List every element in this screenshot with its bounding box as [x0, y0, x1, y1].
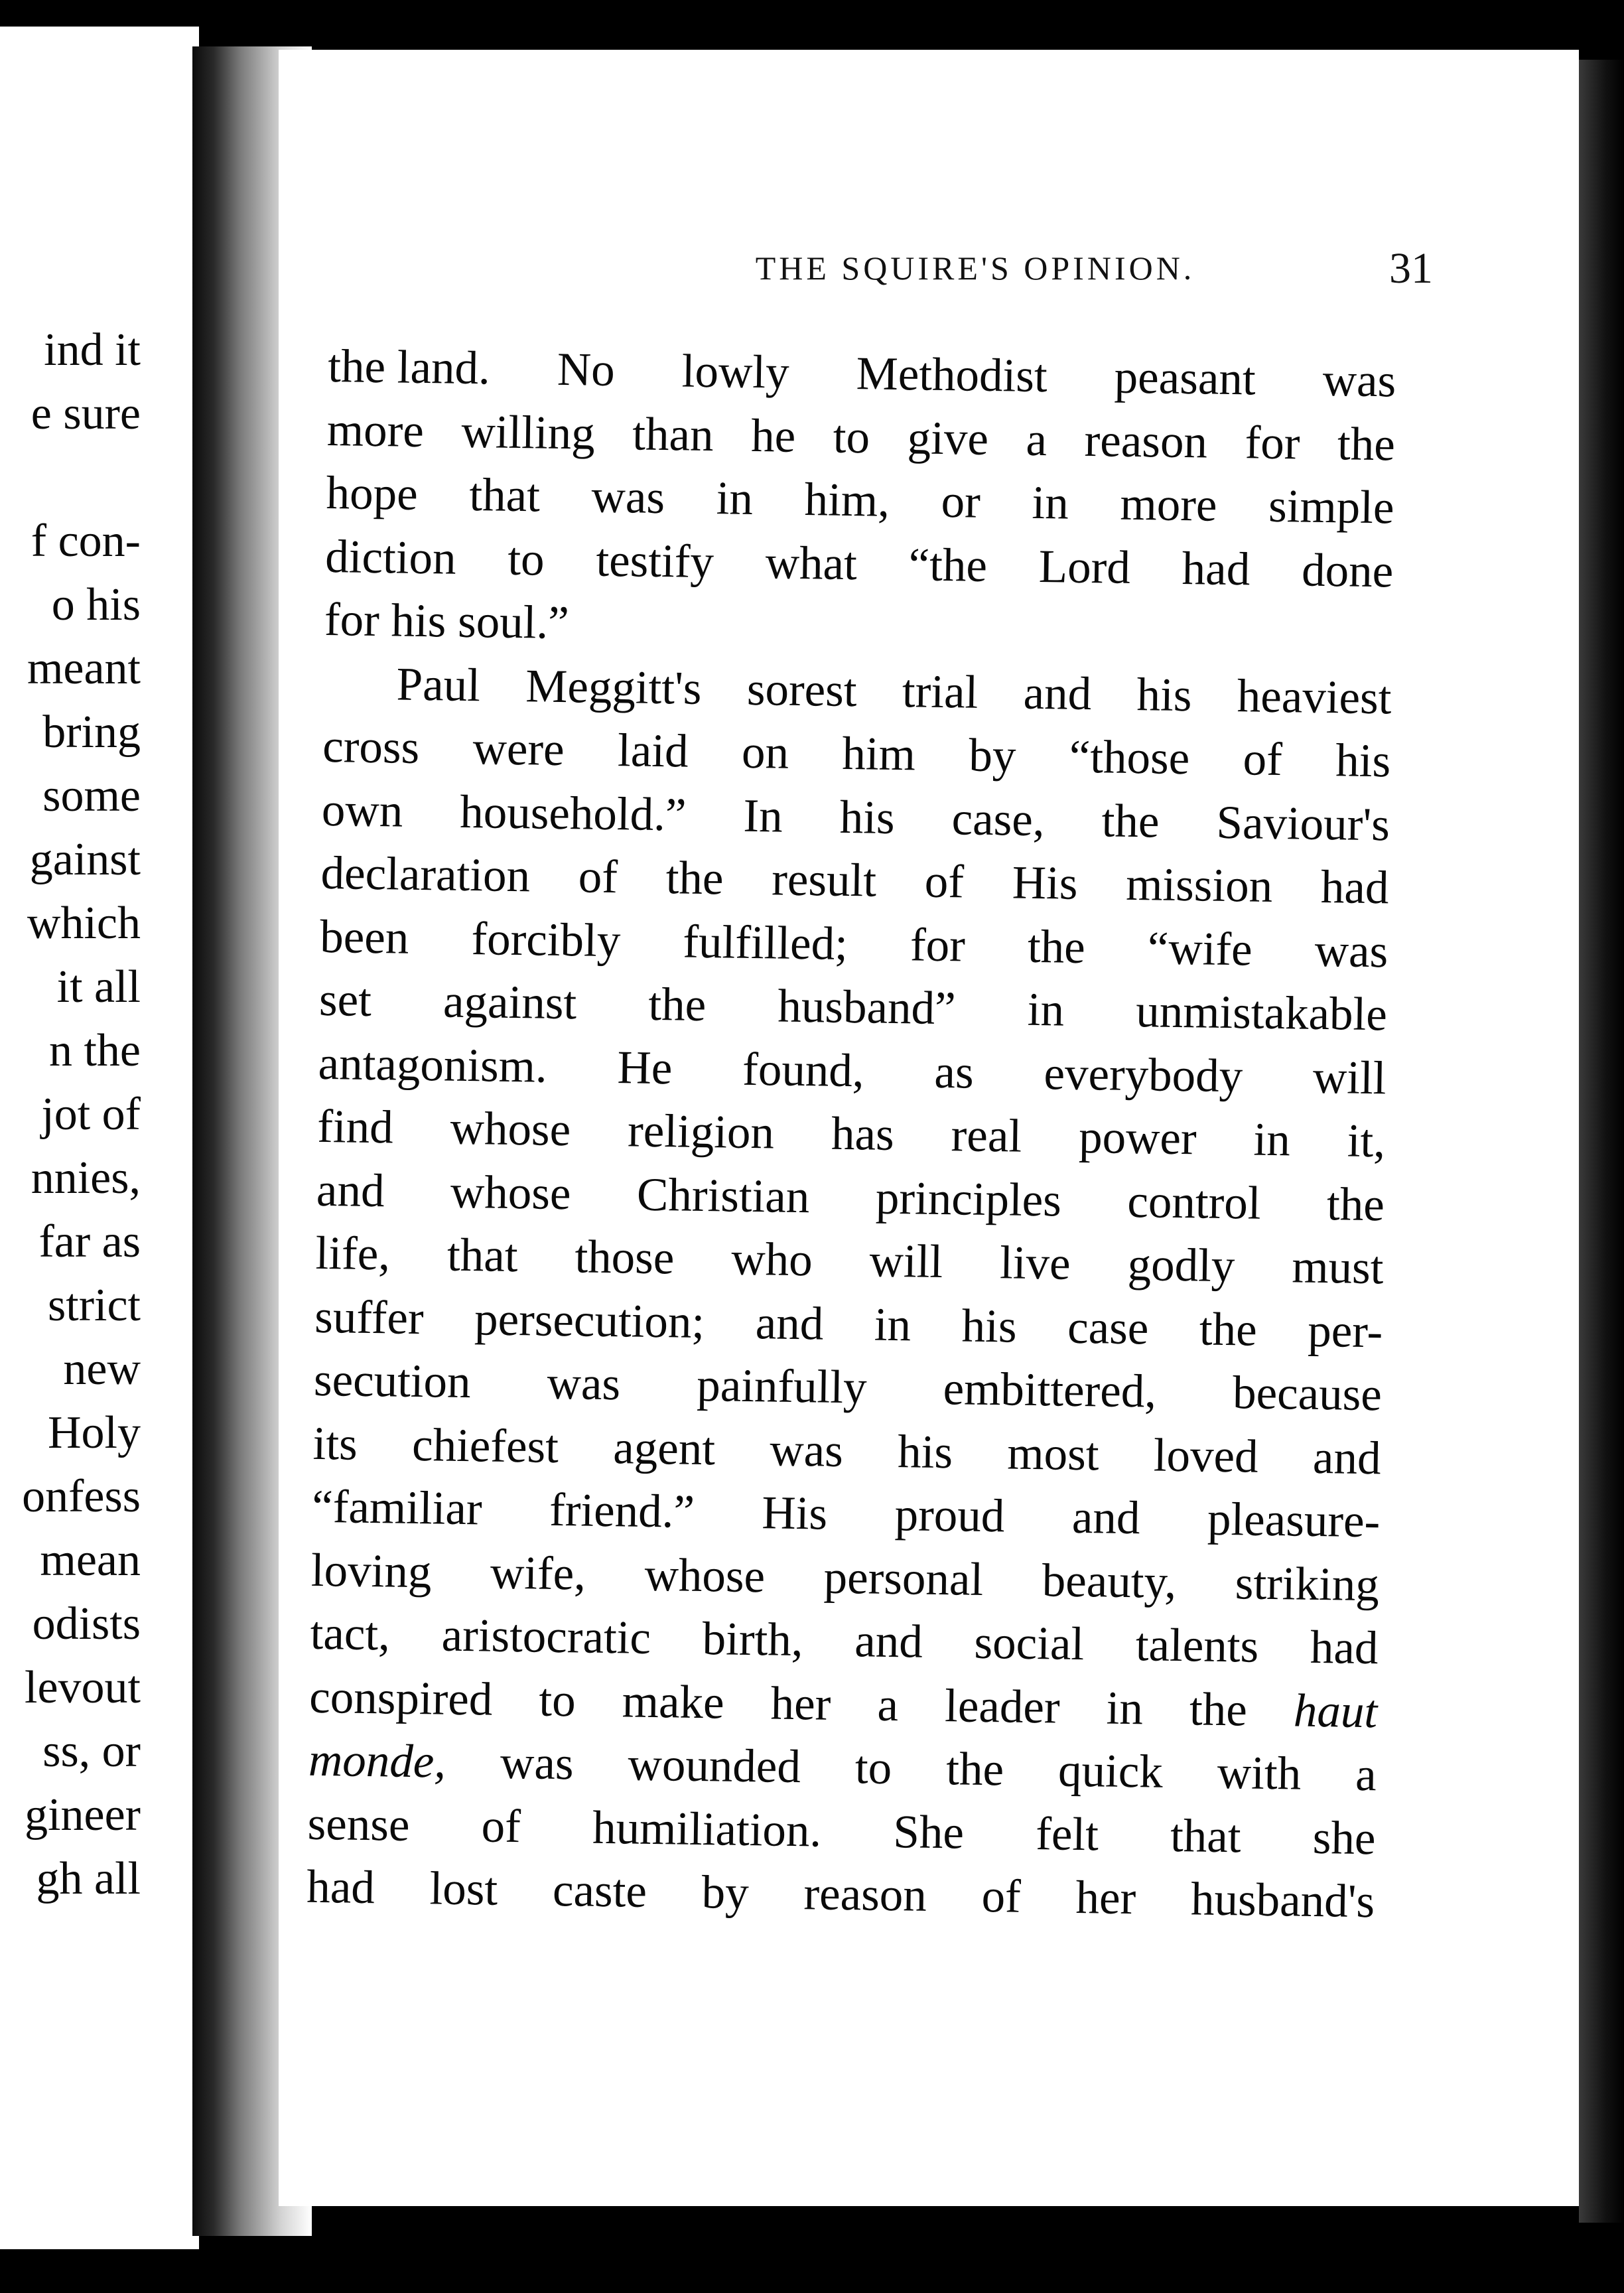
- word: in: [1027, 983, 1065, 1036]
- left-page-line: some: [42, 770, 141, 821]
- right-page: [279, 50, 1579, 2206]
- word: and: [1312, 1431, 1382, 1484]
- word: Methodist: [856, 348, 1048, 403]
- word: set: [318, 973, 372, 1026]
- left-page-text: [22, 318, 141, 1911]
- left-page-line: ind it: [44, 324, 141, 376]
- word: friend.”: [549, 1484, 695, 1538]
- word: on: [741, 726, 789, 779]
- word: for: [910, 918, 966, 971]
- word: a: [876, 1679, 899, 1731]
- word: “familiar: [311, 1480, 483, 1535]
- word: lost: [429, 1862, 498, 1915]
- word: a: [1026, 413, 1048, 466]
- word: the: [1027, 920, 1086, 973]
- left-page-line: gineer: [25, 1789, 141, 1841]
- word: that: [446, 1229, 519, 1283]
- word: with: [1217, 1746, 1302, 1800]
- left-page-line: f con-: [31, 516, 141, 567]
- word: been: [319, 910, 409, 964]
- word: he: [750, 409, 796, 462]
- word: she: [1312, 1811, 1377, 1864]
- left-page-line: Holy: [48, 1407, 141, 1458]
- word: secution: [313, 1354, 472, 1409]
- word: case,: [951, 792, 1046, 846]
- word: wounded: [628, 1738, 801, 1793]
- left-page-line: it all: [56, 961, 141, 1012]
- word: personal: [823, 1551, 984, 1606]
- left-page-line: new: [63, 1344, 141, 1395]
- left-page-line: mean: [40, 1535, 141, 1586]
- running-header: THE SQUIRE'S OPINION.: [755, 249, 1195, 287]
- word: Meggitt's: [525, 660, 703, 715]
- word: Saviour's: [1216, 796, 1390, 851]
- word: striking: [1235, 1557, 1380, 1611]
- word: life,: [315, 1227, 391, 1281]
- word: She: [892, 1805, 965, 1859]
- left-page-fragment: [0, 27, 199, 2249]
- word: case: [1067, 1301, 1149, 1354]
- word: No: [557, 343, 616, 397]
- word: sorest: [746, 663, 858, 717]
- word: husband's: [1190, 1873, 1375, 1928]
- word: that: [1170, 1809, 1242, 1862]
- word: social: [974, 1616, 1085, 1671]
- word: painfully: [696, 1359, 868, 1414]
- word: of: [481, 1799, 521, 1852]
- word: aristocratic: [441, 1609, 651, 1664]
- word: or: [941, 475, 981, 528]
- left-page-line: which: [27, 898, 141, 949]
- word: had: [1310, 1621, 1379, 1675]
- word: his: [1335, 734, 1391, 788]
- word: pleasure-: [1207, 1493, 1381, 1548]
- word: fulfilled;: [682, 916, 848, 970]
- word: quick: [1057, 1744, 1164, 1798]
- word: a: [1355, 1748, 1377, 1801]
- word: the: [1101, 794, 1160, 848]
- word: live: [999, 1237, 1071, 1290]
- word: control: [1126, 1175, 1262, 1229]
- word: humiliation.: [592, 1801, 822, 1857]
- word: per-: [1307, 1304, 1383, 1357]
- word: in: [716, 472, 754, 525]
- word: in: [1106, 1682, 1144, 1734]
- word: to: [507, 533, 545, 586]
- word: found,: [742, 1043, 865, 1097]
- word: “the: [908, 538, 988, 592]
- word: unmistakable: [1135, 985, 1388, 1041]
- page-edge-shadow: [1579, 60, 1624, 2223]
- left-page-line: nnies,: [31, 1152, 141, 1204]
- left-page-line: onfess: [22, 1471, 141, 1522]
- word: birth,: [702, 1613, 804, 1667]
- word: mission: [1125, 858, 1273, 912]
- word: religion: [627, 1105, 775, 1159]
- word: godly: [1127, 1238, 1235, 1292]
- word: will: [1312, 1051, 1387, 1104]
- left-page-line: gainst: [29, 834, 141, 885]
- left-page-line: strict: [48, 1280, 141, 1331]
- word: reason: [803, 1868, 927, 1921]
- word: loving: [310, 1544, 432, 1598]
- word: persecution;: [474, 1292, 705, 1348]
- word: willing: [460, 405, 596, 460]
- word: by: [968, 729, 1016, 782]
- word: testify: [595, 534, 714, 588]
- word: proud: [894, 1489, 1005, 1543]
- word: antagonism.: [318, 1037, 548, 1093]
- word: In: [743, 790, 783, 843]
- left-page-line: odists: [32, 1598, 141, 1649]
- word: whose: [450, 1166, 572, 1219]
- word: declaration: [320, 847, 531, 902]
- word: the: [647, 978, 707, 1032]
- word: him: [841, 727, 916, 781]
- word: make: [622, 1675, 725, 1729]
- word: those: [574, 1231, 675, 1285]
- word: to: [833, 411, 870, 463]
- word: wife,: [490, 1547, 586, 1600]
- word: for his soul.”: [324, 593, 570, 650]
- word: and: [755, 1296, 824, 1350]
- word: talents: [1135, 1619, 1259, 1673]
- word: in: [1253, 1113, 1291, 1166]
- word: whose: [450, 1102, 571, 1156]
- left-page-line: ss, or: [42, 1726, 141, 1777]
- word: His: [1012, 857, 1079, 910]
- word: principles: [875, 1172, 1062, 1227]
- word: his: [1136, 668, 1192, 721]
- word: to: [854, 1742, 892, 1795]
- word: “those: [1069, 730, 1190, 785]
- word: felt: [1035, 1807, 1099, 1860]
- left-page-line: bring: [42, 707, 141, 758]
- word: laid: [617, 725, 689, 778]
- word: was: [547, 1357, 621, 1411]
- word: was: [1322, 354, 1396, 407]
- word: had: [306, 1860, 375, 1914]
- word: most: [1006, 1426, 1100, 1480]
- left-page-line: jot of: [41, 1089, 141, 1140]
- word: everybody: [1043, 1047, 1243, 1102]
- word: because: [1232, 1367, 1383, 1421]
- word: trial: [902, 665, 979, 719]
- word: beauty,: [1042, 1554, 1177, 1608]
- word: his: [961, 1299, 1018, 1353]
- word: forcibly: [470, 912, 621, 967]
- word: of: [981, 1870, 1022, 1923]
- word: by: [701, 1866, 750, 1919]
- word: husband”: [777, 980, 957, 1035]
- word: “wife: [1147, 922, 1253, 976]
- word: leader: [944, 1679, 1061, 1734]
- word: conspired: [308, 1671, 493, 1726]
- word: must: [1291, 1241, 1385, 1294]
- body-text: [306, 335, 1396, 1934]
- word: diction: [324, 530, 457, 585]
- word: the: [1337, 417, 1396, 470]
- left-page-line: [22, 446, 141, 510]
- word: heaviest: [1237, 669, 1392, 724]
- word: more: [326, 403, 425, 457]
- left-page-line: gh all: [36, 1853, 141, 1904]
- word: has: [831, 1107, 895, 1161]
- word: the: [945, 1743, 1004, 1796]
- word: in: [1032, 476, 1069, 529]
- word: in: [874, 1298, 912, 1351]
- word: and: [1023, 667, 1092, 720]
- word: of: [578, 851, 618, 904]
- word: his: [897, 1425, 953, 1478]
- word: chiefest: [411, 1419, 559, 1473]
- word: embittered,: [943, 1363, 1157, 1418]
- word: lowly: [681, 345, 790, 399]
- word: her: [770, 1677, 831, 1730]
- word: the: [665, 852, 724, 905]
- word: give: [907, 411, 989, 465]
- word: done: [1301, 544, 1394, 597]
- word: monde,: [308, 1734, 446, 1788]
- page-number: 31: [1389, 244, 1433, 293]
- word: sense: [307, 1797, 411, 1851]
- word: find: [316, 1100, 394, 1154]
- word: his: [839, 791, 896, 844]
- left-page-line: e sure: [31, 388, 141, 439]
- word: against: [442, 975, 577, 1030]
- word: real: [951, 1109, 1022, 1162]
- word: agent: [612, 1421, 716, 1475]
- word: reason: [1084, 414, 1208, 468]
- word: and: [1071, 1491, 1140, 1545]
- word: Paul: [396, 658, 481, 711]
- word: was: [591, 470, 665, 524]
- word: household.”: [459, 786, 687, 841]
- word: who: [730, 1233, 813, 1286]
- word: was: [1314, 924, 1388, 977]
- word: haut: [1293, 1685, 1378, 1738]
- word: result: [771, 853, 877, 907]
- word: him,: [804, 474, 890, 527]
- word: more: [1120, 478, 1217, 531]
- word: its: [312, 1417, 358, 1470]
- word: the: [1199, 1302, 1258, 1356]
- word: of: [1243, 733, 1283, 786]
- word: had: [1320, 861, 1390, 914]
- word: to: [538, 1674, 576, 1726]
- word: the: [1326, 1178, 1385, 1231]
- word: was: [769, 1423, 844, 1477]
- left-page-line: levout: [25, 1662, 141, 1713]
- word: loved: [1153, 1429, 1259, 1483]
- left-page-line: n the: [48, 1025, 141, 1076]
- word: her: [1075, 1871, 1136, 1925]
- word: simple: [1268, 480, 1395, 534]
- word: had: [1182, 542, 1251, 595]
- word: than: [632, 407, 714, 461]
- word: as: [933, 1046, 975, 1099]
- word: and: [854, 1615, 923, 1668]
- word: the land.: [327, 340, 491, 395]
- word: whose: [644, 1549, 766, 1602]
- word: His: [761, 1487, 828, 1540]
- word: that: [468, 468, 541, 522]
- word: it,: [1347, 1115, 1386, 1168]
- word: peasant: [1114, 351, 1256, 405]
- word: the: [1189, 1683, 1248, 1736]
- word: and: [316, 1164, 385, 1217]
- word: own: [321, 784, 403, 837]
- word: cross: [322, 720, 420, 774]
- word: He: [617, 1041, 673, 1094]
- word: were: [472, 723, 565, 776]
- word: caste: [552, 1864, 647, 1917]
- word: hope: [326, 466, 419, 520]
- word: will: [869, 1235, 943, 1288]
- word: for: [1245, 416, 1300, 469]
- word: suffer: [314, 1290, 425, 1344]
- left-page-line: o his: [51, 579, 141, 630]
- left-page-line: meant: [27, 643, 141, 694]
- word: Lord: [1038, 540, 1131, 594]
- word: Christian: [636, 1168, 810, 1223]
- word: tact,: [310, 1607, 391, 1661]
- word: was: [500, 1736, 575, 1790]
- left-page-line: far as: [38, 1216, 141, 1267]
- word: power: [1078, 1111, 1197, 1165]
- word: what: [765, 536, 858, 590]
- word: of: [924, 855, 965, 908]
